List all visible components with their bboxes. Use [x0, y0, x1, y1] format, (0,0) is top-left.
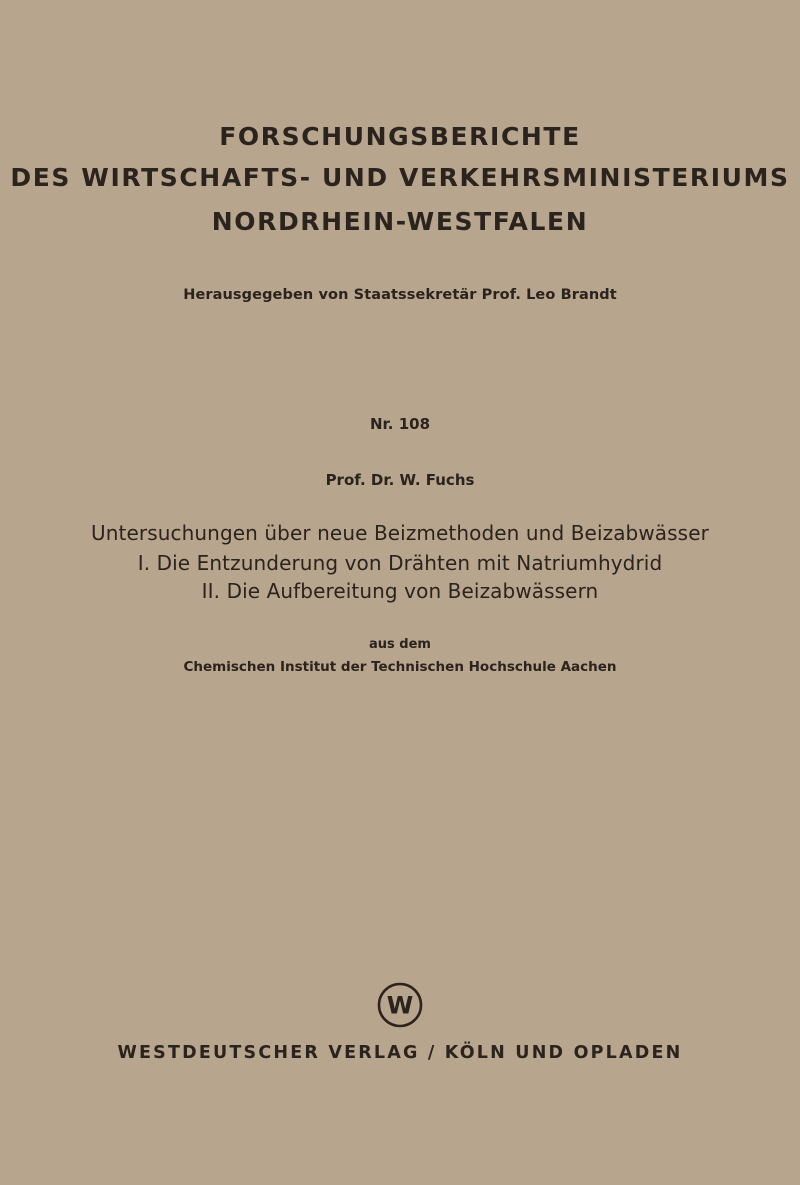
publisher-logo-icon: [377, 982, 423, 1028]
author-name: Prof. Dr. W. Fuchs: [325, 471, 475, 489]
series-number: Nr. 108: [369, 415, 431, 433]
work-title-line-3: II. Die Aufbereitung von Beizabwässern: [201, 579, 599, 603]
work-title-line-1: Untersuchungen über neue Beizmethoden und Beizabwässer: [91, 521, 709, 545]
work-title-line-2: I. Die Entzunderung von Drähten mit Natriumhydrid: [137, 551, 663, 575]
publisher-name: WESTDEUTSCHER VERLAG / KÖLN UND OPLADEN: [117, 1043, 683, 1063]
series-title-line-1: FORSCHUNGSBERICHTE: [219, 122, 581, 151]
publisher-logo-letter: W: [386, 991, 414, 1020]
series-title-line-2: DES WIRTSCHAFTS- UND VERKEHRSMINISTERIUMS: [10, 163, 790, 192]
series-title-line-3: NORDRHEIN-WESTFALEN: [211, 207, 589, 236]
origin-institute: Chemischen Institut der Technischen Hochschule Aachen: [183, 659, 617, 675]
origin-prefix: aus dem: [369, 637, 431, 652]
editor-credit: Herausgegeben von Staatssekretär Prof. Leo Brandt: [183, 287, 617, 303]
